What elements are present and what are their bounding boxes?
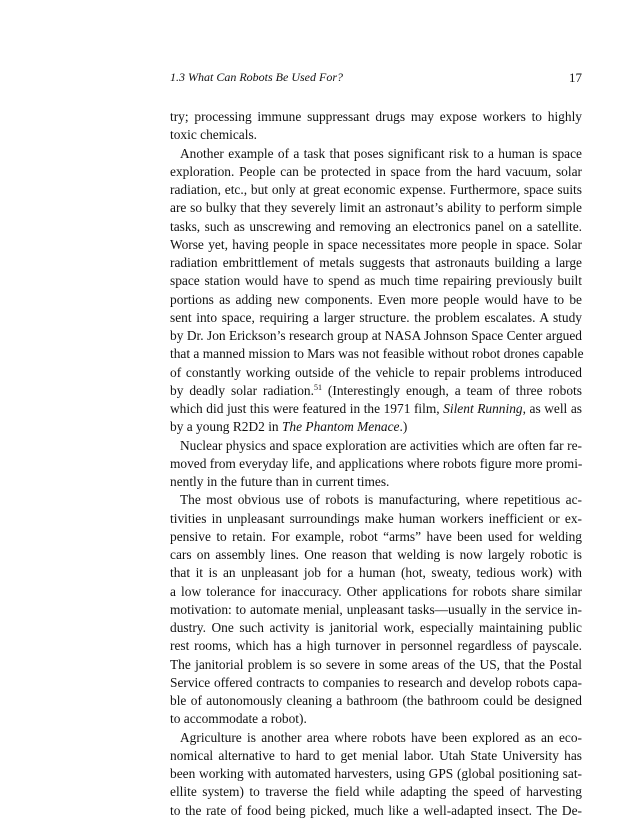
text-line: a low tolerance for inaccuracy. Other applications for robots share similar: [170, 583, 582, 599]
text-line: The most obvious use of robots is manufacturing, where repetitious ac-: [180, 492, 582, 508]
text-line: [170, 418, 582, 436]
text-line: moved from everyday life, and applications where robots figure more promi-: [170, 455, 583, 471]
text-line: cars on assembly lines. One reason that welding is now largely robotic is: [170, 547, 582, 562]
text-line: nently in the future than in current times.: [170, 474, 390, 489]
text-line: Agriculture is another area where robots have been explored as an eco-: [180, 729, 582, 745]
text-line: by Dr. Jon Erickson’s research group at NASA Johnson Space Center argued: [170, 328, 582, 343]
text-line: radiation, etc., but only at great economic expense. Furthermore, space suits: [170, 182, 582, 197]
page-number: 17: [569, 70, 582, 85]
text-fragment: , as well as: [522, 401, 582, 416]
text-fragment: .): [399, 419, 408, 435]
text-line: space station would have to spend as much time repairing previously built: [170, 273, 582, 289]
text-line: to accommodate a robot).: [170, 711, 307, 727]
text-line: rest rooms, which has a high turnover in personnel regardless of payscale.: [170, 638, 582, 654]
text-line: sent into space, requiring a larger structure. the problem escalates. A study: [170, 309, 582, 325]
text-line: of constantly working outside of the vehicle to repair problems introduced: [170, 364, 582, 380]
text-fragment: (Interestingly enough, a team of three robots: [321, 382, 582, 398]
text-line: tasks, such as unscrewing and removing an electronics panel on a satellite.: [170, 218, 582, 234]
text-line: ble of autonomously cleaning a bathroom (the bathroom could be designed: [170, 693, 582, 708]
text-line: radiation embrittlement of metals suggests that astronauts building a large: [170, 255, 582, 270]
section-title: 1.3 What Can Robots Be Used For?: [170, 70, 343, 84]
text-line: motivation: to automate menial, unpleasant tasks—usually in the service in-: [170, 601, 582, 617]
text-line: pensive to retain. For example, robot “arms” have been used for welding: [170, 528, 582, 544]
text-line: toxic chemicals.: [170, 127, 258, 143]
text-line: try; processing immune suppressant drugs may expose workers to highly: [170, 109, 582, 124]
text-fragment: by deadly solar radiation.: [170, 382, 314, 398]
text-line: [170, 382, 582, 400]
text-line: that a manned mission to Mars was not feasible without robot drones capable: [170, 346, 584, 362]
text-line: [170, 400, 582, 418]
footnote-marker: 51: [313, 382, 322, 392]
film-title: Silent Running: [443, 401, 523, 416]
text-line: portions as adding new components. Even more people would have to be: [170, 291, 582, 307]
text-line: been working with automated harvesters, using GPS (global positioning sat-: [170, 766, 582, 781]
text-line: are so bulky that they severely limit an astronaut’s ability to perform simple: [170, 200, 582, 216]
text-line: exploration. People can be protected in space from the hard vacuum, solar: [170, 163, 582, 179]
text-line: Worse yet, having people in space necessitates more people in space. Solar: [170, 236, 582, 252]
text-fragment: which did just this were featured in the 1971 film,: [170, 401, 444, 416]
text-line: ellite system) to traverse the field while adapting the speed of harvesting: [170, 784, 582, 800]
text-line: dustry. One such activity is janitorial work, especially maintaining public: [170, 620, 582, 635]
running-header: [170, 70, 582, 88]
text-line: Nuclear physics and space exploration are activities which are often far re-: [180, 437, 582, 453]
text-line: nomical alternative to hard to get menial labor. Utah State University has: [170, 747, 582, 763]
text-line: that it is an unpleasant job for a human (hot, sweaty, tedious work) with: [170, 565, 582, 581]
text-line: Another example of a task that poses significant risk to a human is space: [180, 145, 582, 161]
text-fragment: by a young R2D2 in: [170, 419, 282, 435]
text-line: Service offered contracts to companies to research and develop robots capa-: [170, 674, 582, 690]
text-line: tivities in unpleasant surroundings make human workers inefficient or ex-: [170, 510, 582, 526]
film-title: The Phantom Menace: [281, 419, 400, 435]
body-text: [170, 108, 582, 820]
text-line: to the rate of food being picked, much like a well-adapted insect. The De-: [170, 802, 582, 818]
text-line: The janitorial problem is so severe in some areas of the US, that the Postal: [170, 656, 582, 672]
